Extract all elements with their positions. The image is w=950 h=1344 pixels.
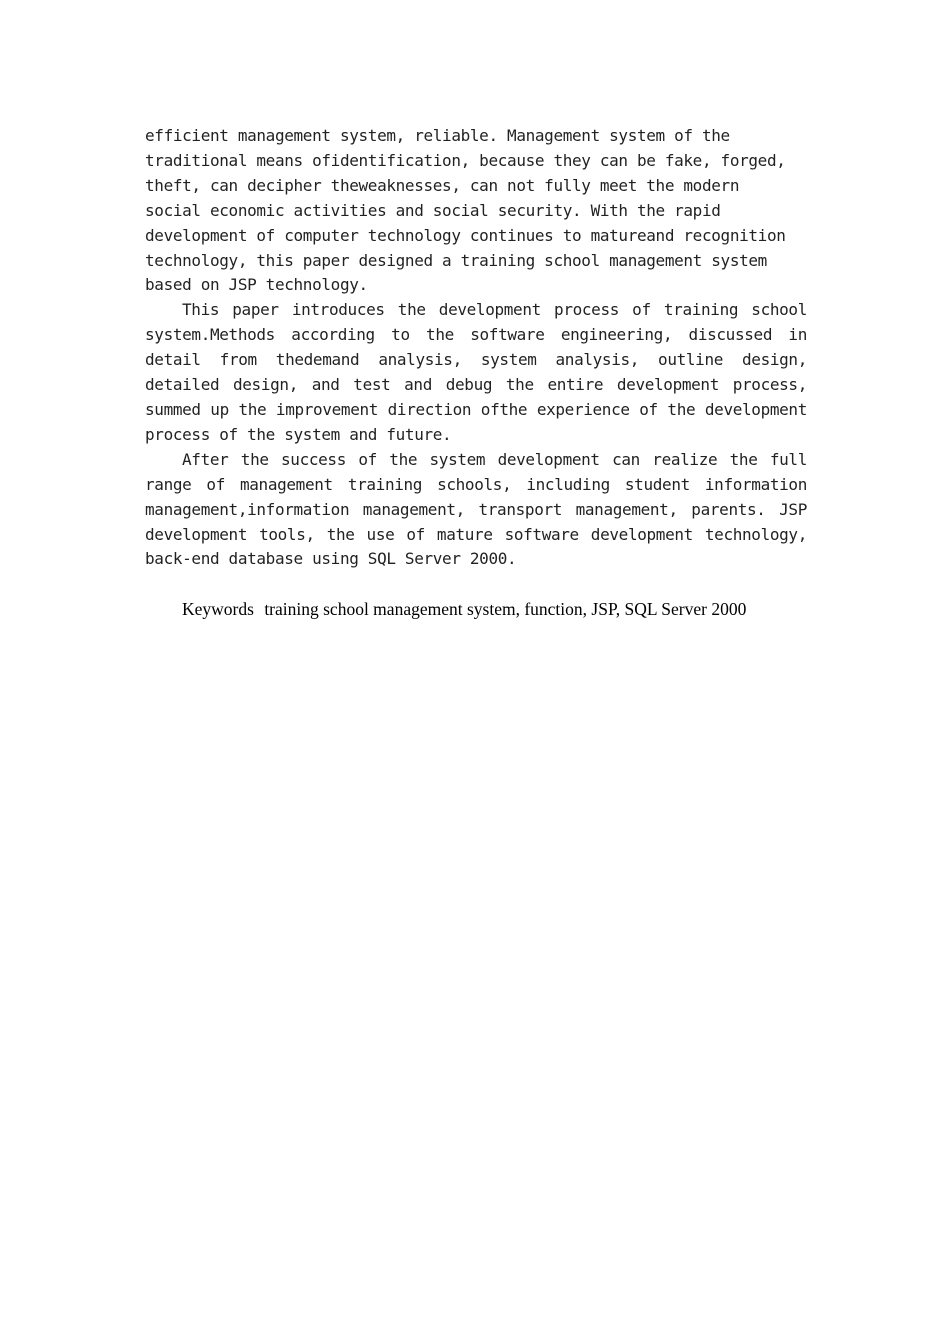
paragraph-line: traditional means ofidentification, because they can be fake, forged, [145,150,786,170]
keywords-label: Keywords [182,599,254,619]
abstract-paragraph-2: This paper introduces the development process of training school system.Methods according to the software engineering, discussed in detail from thedemand analysis, system analysis, outline design, detailed design, and test and debug the entire development process, summed up the improvement direction ofthe experience of the development process of the system and future. [145,300,807,444]
keywords-line [182,597,822,621]
keywords-text: training school management system, function, JSP, SQL Server 2000 [264,599,747,619]
paragraph-line: technology, this paper designed a training school management system [145,250,767,270]
abstract-paragraph-3: After the success of the system development can realize the full range of management training schools, including student information management,information management, transport management, parents. JSP development tools, the use of mature software development technology, back-end database using SQL Server 2000. [145,449,807,569]
abstract-paragraph-1 [145,124,807,298]
paragraph-line: efficient management system, reliable. Management system of the [145,126,730,145]
paragraph-line: development of computer technology continues to matureand recognition [145,225,786,245]
paragraph-line: theft, can decipher theweaknesses, can not fully meet the modern [145,175,740,195]
abstract-body [145,124,807,572]
paragraph-line: based on JSP technology. [145,275,368,295]
paragraph-line: social economic activities and social security. With the rapid [145,200,721,220]
